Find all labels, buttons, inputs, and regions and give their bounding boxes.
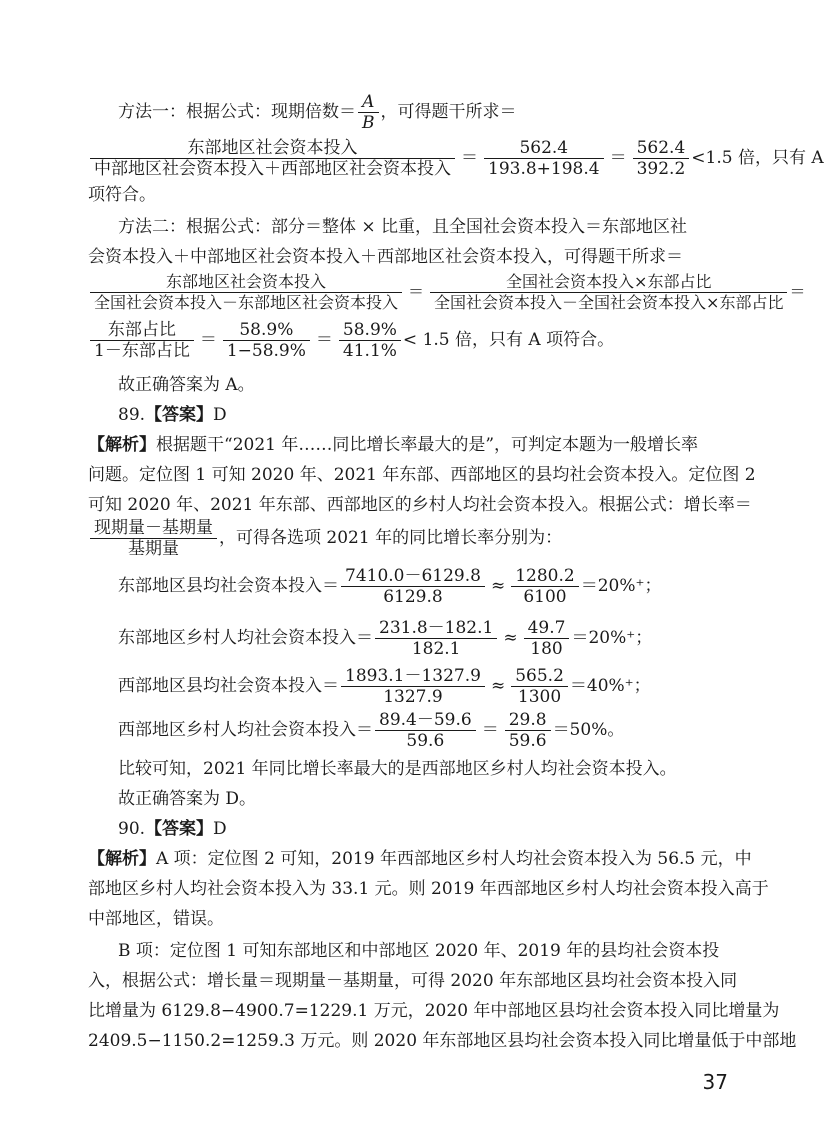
fraction-denominator: 基期量	[90, 538, 217, 559]
approx-sign: ≈	[490, 576, 506, 596]
method2-tail: < 1.5 倍，只有 A 项符合。	[402, 330, 615, 350]
fraction-denominator: 6129.8	[341, 586, 485, 607]
method2-line-1: 方法二：根据公式：部分＝整体 × 比重，且全国社会资本投入＝东部地区社	[118, 217, 688, 237]
fraction-denominator: 1－东部占比	[90, 340, 194, 361]
fraction-numerator: 1280.2	[515, 566, 575, 586]
method2-fraction-5	[339, 320, 401, 361]
calc-row	[118, 666, 651, 707]
method1-intro-tail: ，可得题干所求＝	[380, 102, 517, 122]
growth-rate-fraction	[90, 518, 217, 559]
q90-answer	[118, 818, 227, 840]
answer-label: 【答案】	[145, 405, 214, 425]
method1-intro-text: 方法一：根据公式：现期倍数＝	[118, 102, 356, 122]
explanation-text: A 项：定位图 2 可知，2019 年西部地区乡村人均社会资本投入为 56.5 元，中	[156, 849, 752, 869]
method1-tail: <1.5 倍，只有 A	[691, 148, 824, 168]
fraction-numerator: 东部占比	[107, 320, 176, 340]
question-number: 89.	[118, 405, 146, 425]
method2-fraction-1	[90, 272, 402, 313]
calc-fraction	[511, 666, 568, 707]
q89-explanation-1	[88, 434, 698, 456]
fraction-numerator: 562.4	[519, 138, 569, 158]
question-number: 90.	[118, 819, 146, 839]
method2-answer: 故正确答案为 A。	[118, 375, 255, 395]
calc-label: 西部地区县均社会资本投入＝	[118, 676, 339, 696]
method2-fraction-2	[430, 272, 787, 313]
fraction-denominator: 1327.9	[341, 686, 485, 707]
approx-sign: ≈	[490, 676, 506, 696]
fraction-denominator: 182.1	[375, 638, 497, 659]
fraction-denominator: B	[358, 112, 379, 133]
answer-label: 【答案】	[145, 819, 214, 839]
fraction-denominator: 59.6	[375, 730, 476, 751]
calc-fraction	[375, 710, 476, 751]
q90-option-b-2: 入，根据公式：增长量＝现期量－基期量，可得 2020 年东部地区县均社会资本投入同	[88, 971, 738, 991]
q90-explanation-1	[88, 848, 752, 870]
fraction-numerator: 565.2	[515, 666, 564, 686]
fraction-denominator: 中部地区社会资本投入＋西部地区社会资本投入	[90, 158, 455, 179]
fraction-denominator: 全国社会资本投入－东部地区社会资本投入	[90, 292, 402, 313]
q89-answer	[118, 404, 227, 426]
method2-fraction-4	[223, 320, 310, 361]
fraction-numerator: 东部地区社会资本投入	[166, 272, 327, 291]
fraction-denominator: 180	[524, 638, 570, 659]
method1-fraction-3	[633, 138, 690, 179]
calc-row	[118, 618, 652, 659]
q90-explanation-2: 部地区乡村人均社会资本投入为 33.1 元。则 2019 年西部地区乡村人均社会资本投入高于	[88, 879, 769, 899]
page-number: 37	[702, 1070, 728, 1094]
calc-fraction	[341, 566, 485, 607]
fraction-numerator: 58.9%	[342, 320, 397, 340]
explanation-label: 【解析】	[88, 435, 156, 455]
q89-explanation-2: 问题。定位图 1 可知 2020 年、2021 年东部、西部地区的县均社会资本投入。定位图 2	[88, 465, 756, 485]
method1-formula: $\frac{\text{东部地区社会资本投入}}{\text{中部地区社会资本投入＋西部地区社会资本投入}}$ ＝ $\frac{562.4}{193.8+198.4}$ ＝ $\frac{562.4}{392.2}$ <1.5 倍，只有 A	[88, 138, 824, 179]
calc-row	[118, 566, 661, 607]
fraction-numerator: 231.8－182.1	[379, 618, 494, 638]
fraction-denominator: 全国社会资本投入－全国社会资本投入×东部占比	[430, 292, 787, 313]
calc-fraction	[524, 618, 570, 659]
calc-label: 东部地区县均社会资本投入＝	[118, 576, 339, 596]
fraction-denominator: 1300	[511, 686, 568, 707]
ratio-fraction	[358, 92, 379, 133]
fraction-denominator: 1−58.9%	[223, 340, 310, 361]
growth-rate-formula	[88, 518, 562, 559]
explanation-label: 【解析】	[88, 849, 156, 869]
fraction-numerator: 全国社会资本投入×东部占比	[506, 272, 712, 291]
method2-formula: $\frac{\text{东部地区社会资本投入}}{\text{全国社会资本投入－东部地区社会资本投入}}$ ＝ $\frac{\text{全国社会资本投入×东部占比}}{\text{全国社会资本投入－全国社会资本投入×东部占比}}$ ＝	[88, 272, 805, 313]
q90-option-b-1: B 项：定位图 1 可知东部地区和中部地区 2020 年、2019 年的县均社会资本投	[118, 941, 720, 961]
fraction-numerator: 现期量－基期量	[94, 518, 213, 538]
method2-fraction-3	[90, 320, 194, 361]
method2-line-2: 会资本投入＋中部地区社会资本投入＋西部地区社会资本投入，可得题干所求＝	[88, 247, 683, 267]
fraction-denominator: 59.6	[505, 730, 551, 751]
fraction-numerator: A	[362, 92, 375, 112]
fraction-denominator: 392.2	[633, 158, 690, 179]
q90-explanation-3: 中部地区，错误。	[88, 909, 224, 929]
fraction-denominator: 41.1%	[339, 340, 401, 361]
calc-fraction	[341, 666, 485, 707]
calc-row: 西部地区乡村人均社会资本投入＝ $\frac{89.4-59.6}{59.6}$ ＝ $\frac{29.8}{59.6}$ ＝50%。	[118, 710, 625, 751]
calc-result: ＝20%⁺；	[580, 576, 662, 596]
calc-fraction	[505, 710, 551, 751]
calc-label: 东部地区乡村人均社会资本投入＝	[118, 628, 373, 648]
answer-value: D	[213, 819, 227, 839]
fraction-numerator: 562.4	[636, 138, 686, 158]
q89-comparison: 比较可知，2021 年同比增长率最大的是西部地区乡村人均社会资本投入。	[118, 759, 677, 779]
calc-fraction	[375, 618, 497, 659]
calc-result: ＝20%⁺；	[571, 628, 653, 648]
fraction-denominator: 193.8+198.4	[484, 158, 604, 179]
calc-fraction	[511, 566, 578, 607]
fraction-denominator: 6100	[511, 586, 578, 607]
approx-sign: ≈	[503, 628, 518, 648]
calc-result: ＝50%。	[552, 720, 625, 740]
fraction-numerator: 58.9%	[239, 320, 294, 340]
fraction-numerator: 东部地区社会资本投入	[187, 138, 358, 158]
method1-intro	[118, 92, 517, 133]
q89-final-answer: 故正确答案为 D。	[118, 789, 257, 809]
fraction-numerator: 1893.1－1327.9	[345, 666, 481, 686]
q90-option-b-3: 比增量为 6129.8−4900.7=1229.1 万元，2020 年中部地区县均社会资本投入同比增量为	[88, 1001, 780, 1021]
fraction-numerator: 89.4－59.6	[379, 710, 472, 730]
calc-label: 西部地区乡村人均社会资本投入＝	[118, 720, 373, 740]
calc-result: ＝40%⁺；	[569, 676, 651, 696]
growth-rate-tail: ，可得各选项 2021 年的同比增长率分别为：	[219, 528, 563, 548]
method1-conclusion: 项符合。	[88, 185, 156, 205]
q90-option-b-4: 2409.5−1150.2=1259.3 万元。则 2020 年东部地区县均社会资本投入同比增量低于中部地	[88, 1031, 797, 1051]
method2-formula-2: $\frac{\text{东部占比}}{\text{1－东部占比}}$ ＝ $\frac{58.9\%}{1-58.9\%}$ ＝ $\frac{58.9\%}{41.1\%}$ < 1.5 倍，只有 A 项符合。	[88, 320, 614, 361]
explanation-text: 根据题干“2021 年……同比增长率最大的是”，可判定本题为一般增长率	[156, 435, 699, 455]
fraction-numerator: 49.7	[527, 618, 566, 638]
q89-explanation-3: 可知 2020 年、2021 年东部、西部地区的乡村人均社会资本投入。根据公式：增长率＝	[88, 495, 752, 515]
answer-value: D	[213, 405, 227, 425]
fraction-numerator: 29.8	[508, 710, 547, 730]
method1-fraction-1	[90, 138, 455, 179]
fraction-numerator: 7410.0－6129.8	[345, 566, 481, 586]
method1-fraction-2	[484, 138, 604, 179]
